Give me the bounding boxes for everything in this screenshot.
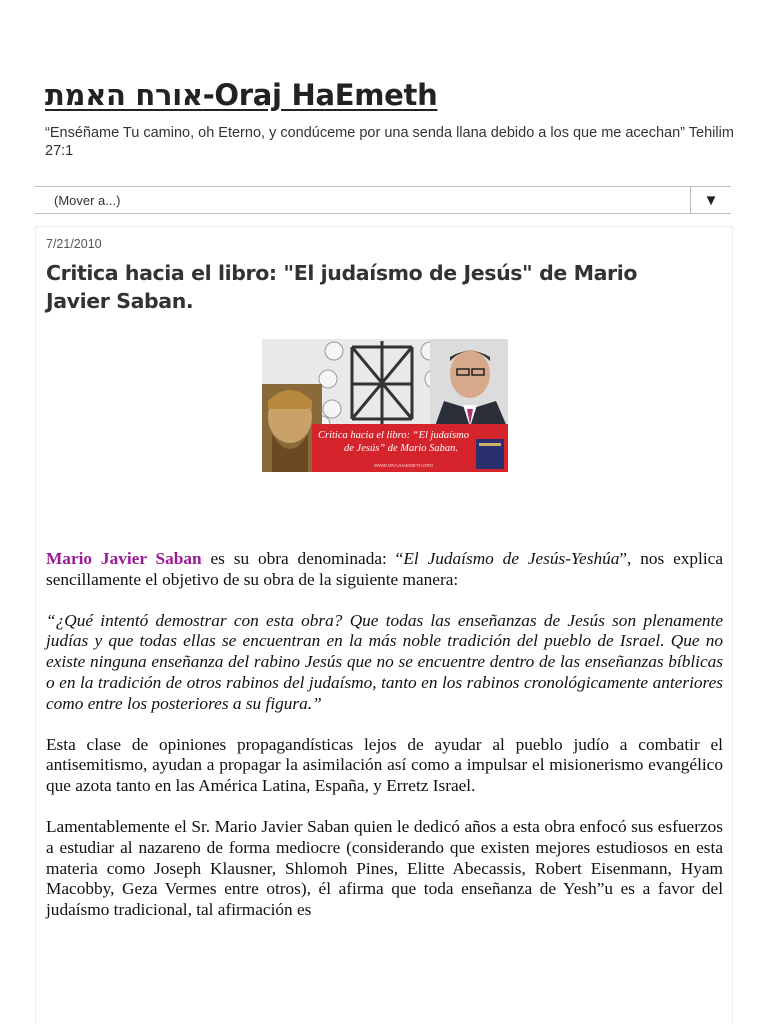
image-caption-line1: Critica hacia el libro: “El judaísmo — [318, 430, 469, 441]
blog-post — [35, 226, 733, 1024]
book-title: El Judaísmo de Jesús-Yeshúa — [403, 549, 620, 568]
page-navigation — [35, 186, 731, 214]
move-to-dropdown[interactable]: (Mover a...) — [54, 193, 121, 208]
book-cover-icon — [476, 439, 504, 469]
author-link[interactable]: Mario Javier Saban — [46, 549, 202, 568]
site-title-link[interactable]: אורח האמת-Oraj HaEmeth — [45, 78, 438, 112]
author-portrait — [430, 339, 508, 429]
dropdown-arrow-icon[interactable]: ▼ — [690, 187, 731, 214]
site-tagline: “Enséñame Tu camino, oh Eterno, y condúceme por una senda llana debido a los que me acechan” Tehilim 27:1 — [45, 125, 734, 159]
post-featured-image[interactable] — [262, 339, 508, 472]
post-image-illustration — [262, 339, 508, 472]
blog-header — [45, 78, 735, 160]
intro-text-a: es su obra denominada: “ — [201, 549, 404, 568]
post-date: 7/21/2010 — [46, 237, 102, 251]
post-body — [46, 549, 723, 941]
image-caption-line2: de Jesús” de Mario Saban. — [344, 443, 459, 454]
post-title[interactable]: Critica hacia el libro: "El judaísmo de Jesús" de Mario Javier Saban. — [46, 261, 638, 313]
intro-paragraph — [46, 549, 723, 591]
paragraph-2: Esta clase de opiniones propagandísticas lejos de ayudar al pueblo judío a combatir el antisemitismo, ayudan a propagar la asimilación así como a impulsar el misionerismo evangélico que azota tanto en las América Latina, España, y Erretz Israel. — [46, 734, 723, 796]
blockquote: “¿Qué intentó demostrar con esta obra? Que todas las enseñanzas de Jesús son plenamente judías y que todas ellas se encuentran en la más noble tradición del pueblo de Israel. Que no existe ninguna enseñanza del rabino Jesús que no se encuentre dentro de las enseñanzas bíblicas o en la tradición de otros rabinos del judaísmo, tanto en los rabinos cronológicamente anteriores como entre los posteriores a su figura.” — [46, 610, 723, 713]
image-footer-url: WWW.ORAJHAEMETH.ORG — [374, 463, 434, 468]
paragraph-3: Lamentablemente el Sr. Mario Javier Saban quien le dedicó años a esta obra enfocó sus esfuerzos a estudiar al nazareno de forma mediocre (considerando que existen mejores estudiosos en esta materia como Joseph Klausner, Shlomoh Pines, Elitte Abecassis, Robert Eisenmann, Hyam Macobby, Geza Vermes entre otros), él afirma que toda enseñanza de Yesh”u es a favor del judaísmo tradicional, tal afirmación es — [46, 816, 723, 920]
intro-text-b: ”, nos explica sencillamente el objetivo de su obra de la siguiente manera: — [46, 549, 723, 589]
